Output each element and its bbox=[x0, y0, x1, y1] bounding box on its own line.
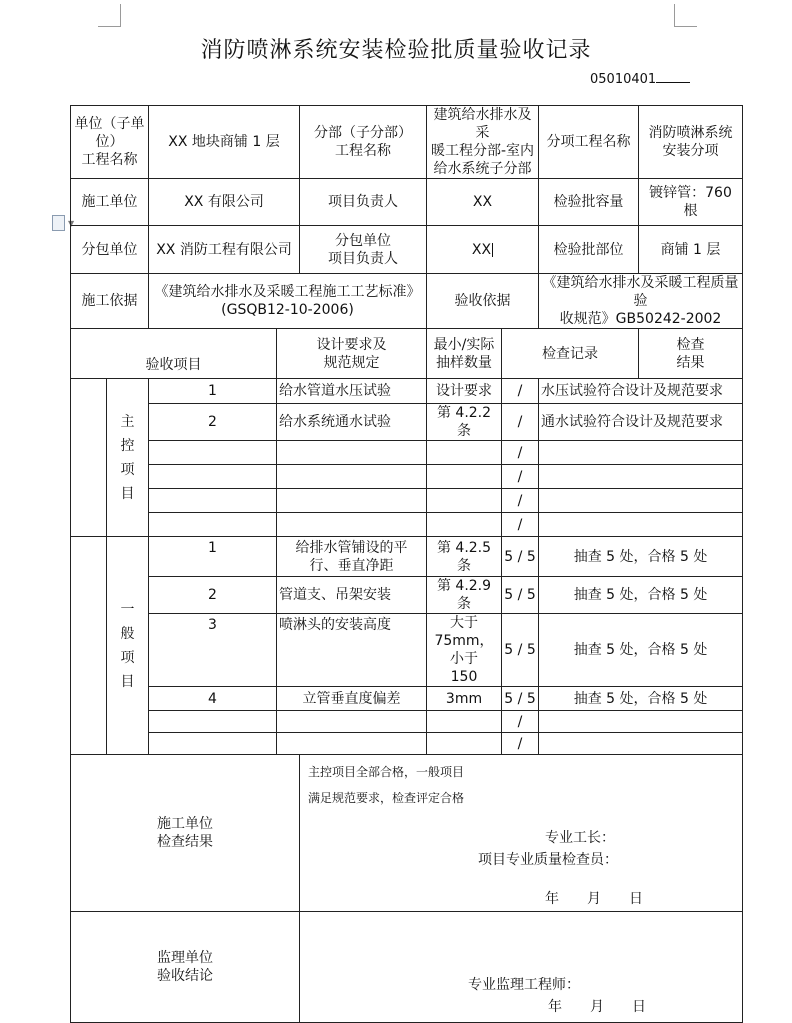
main-item-row bbox=[71, 441, 743, 465]
basis-value: 《建筑给水排水及采暖工程施工工艺标准》 (GSQB12-10-2006) bbox=[149, 274, 427, 329]
record-code-blank bbox=[656, 71, 690, 83]
general-items-label-cell bbox=[71, 537, 107, 755]
supervisor-label: 监理单位 验收结论 bbox=[71, 912, 300, 1023]
general-item-row bbox=[71, 687, 743, 711]
main-item-design bbox=[427, 489, 502, 513]
main-item-design: 第 4.2.2 条 bbox=[427, 404, 502, 441]
main-items-label-cell bbox=[71, 379, 107, 537]
general-item-name: 立管垂直度偏差 bbox=[277, 687, 427, 711]
constructor-date: 年 月 日 bbox=[545, 891, 644, 907]
division-label: 分部（子分部） 工程名称 bbox=[300, 106, 427, 179]
record-code-number: 05010401 bbox=[590, 72, 657, 87]
constructor-label: 施工单位 bbox=[71, 179, 149, 226]
main-item-name: 给水管道水压试验 bbox=[277, 379, 427, 404]
general-item-sample: 5 / 5 bbox=[502, 577, 539, 614]
general-item-design bbox=[427, 711, 502, 733]
general-item-record: 抽查 5 处，合格 5 处 bbox=[539, 577, 743, 614]
sub-pm-label: 分包单位 项目负责人 bbox=[300, 226, 427, 274]
main-item-sample: / bbox=[502, 404, 539, 441]
unit-label: 单位（子单位） 工程名称 bbox=[71, 106, 149, 179]
general-item-record bbox=[539, 733, 743, 755]
sub-pm-cell[interactable] bbox=[427, 226, 539, 274]
general-item-no: 1 bbox=[149, 537, 277, 577]
main-item-record bbox=[539, 441, 743, 465]
supervisor-engineer-label: 专业监理工程师： bbox=[468, 977, 581, 993]
general-item-name bbox=[277, 711, 427, 733]
general-item-no bbox=[149, 733, 277, 755]
text-cursor bbox=[492, 243, 493, 257]
general-item-design bbox=[427, 733, 502, 755]
general-item-record bbox=[539, 711, 743, 733]
foreman-label: 专业工长： bbox=[545, 830, 616, 846]
dropdown-caret-icon: ▼ bbox=[68, 219, 75, 228]
division-value: 建筑给水排水及采 暖工程分部-室内 给水系统子分部 bbox=[427, 106, 539, 179]
general-item-name bbox=[277, 733, 427, 755]
main-item-no: 1 bbox=[149, 379, 277, 404]
column-header-row bbox=[71, 329, 743, 379]
main-item-design: 设计要求 bbox=[427, 379, 502, 404]
general-item-name: 给排水管铺设的平 行、垂直净距 bbox=[277, 537, 427, 577]
item-value: 消防喷淋系统 安装分项 bbox=[639, 106, 743, 179]
header-row-subcontractor bbox=[71, 226, 743, 274]
main-item-name bbox=[277, 489, 427, 513]
general-item-no: 2 bbox=[149, 577, 277, 614]
supervisor-row bbox=[71, 912, 743, 1023]
header-row-constructor bbox=[71, 179, 743, 226]
general-item-no bbox=[149, 711, 277, 733]
main-item-design bbox=[427, 513, 502, 537]
header-row-basis bbox=[71, 274, 743, 329]
general-item-design: 第 4.2.5 条 bbox=[427, 537, 502, 577]
general-items-label: 一 般 项 目 bbox=[107, 537, 149, 755]
general-item-no: 3 bbox=[149, 614, 277, 687]
general-item-sample: 5 / 5 bbox=[502, 614, 539, 687]
general-item-sample: 5 / 5 bbox=[502, 537, 539, 577]
general-item-sample: 5 / 5 bbox=[502, 687, 539, 711]
main-item-sample: / bbox=[502, 379, 539, 404]
main-item-sample: / bbox=[502, 465, 539, 489]
page-corner-mark-right bbox=[674, 4, 697, 27]
general-item-design: 3mm bbox=[427, 687, 502, 711]
general-item-name: 管道支、吊架安装 bbox=[277, 577, 427, 614]
supervisor-date: 年 月 日 bbox=[548, 999, 647, 1015]
supervisor-cell[interactable] bbox=[300, 912, 743, 1023]
general-item-record: 抽查 5 处，合格 5 处 bbox=[539, 614, 743, 687]
accept-basis-value: 《建筑给水排水及采暖工程质量验 收规范》GB50242-2002 bbox=[539, 274, 743, 329]
document-title: 消防喷淋系统安装检验批质量验收记录 bbox=[200, 38, 592, 63]
item-label: 分项工程名称 bbox=[539, 106, 639, 179]
general-item-no: 4 bbox=[149, 687, 277, 711]
main-item-sample: / bbox=[502, 489, 539, 513]
main-item-row bbox=[71, 465, 743, 489]
main-item-record: 通水试验符合设计及规范要求 bbox=[539, 404, 743, 441]
col-sample-header: 最小/实际 抽样数量 bbox=[427, 329, 502, 379]
constructor-check-cell[interactable] bbox=[300, 755, 743, 912]
pm-label: 项目负责人 bbox=[300, 179, 427, 226]
sub-pm-value: XX bbox=[471, 241, 492, 258]
general-item-row bbox=[71, 733, 743, 755]
main-item-row bbox=[71, 379, 743, 404]
general-item-name: 喷淋头的安装高度 bbox=[277, 614, 427, 687]
capacity-value: 镀锌管：760 根 bbox=[639, 179, 743, 226]
basis-label: 施工依据 bbox=[71, 274, 149, 329]
main-item-no bbox=[149, 489, 277, 513]
constructor-value: XX 有限公司 bbox=[149, 179, 300, 226]
constructor-check-row bbox=[71, 755, 743, 912]
general-item-record: 抽查 5 处，合格 5 处 bbox=[539, 687, 743, 711]
main-items-label: 主 控 项 目 bbox=[107, 379, 149, 537]
unit-value: XX 地块商铺 1 层 bbox=[149, 106, 300, 179]
main-item-sample: / bbox=[502, 513, 539, 537]
general-item-row bbox=[71, 711, 743, 733]
main-item-record bbox=[539, 513, 743, 537]
main-item-no bbox=[149, 465, 277, 489]
main-item-row bbox=[71, 489, 743, 513]
general-item-record: 抽查 5 处，合格 5 处 bbox=[539, 537, 743, 577]
page-corner-mark-left bbox=[98, 4, 121, 27]
main-item-row bbox=[71, 513, 743, 537]
header-row-unit bbox=[71, 106, 743, 179]
col-record-header: 检查记录 bbox=[502, 329, 639, 379]
main-item-name bbox=[277, 465, 427, 489]
main-item-no: 2 bbox=[149, 404, 277, 441]
main-item-record bbox=[539, 465, 743, 489]
general-item-design: 第 4.2.9 条 bbox=[427, 577, 502, 614]
capacity-label: 检验批容量 bbox=[539, 179, 639, 226]
main-item-name bbox=[277, 513, 427, 537]
main-item-design bbox=[427, 441, 502, 465]
general-item-row bbox=[71, 577, 743, 614]
pm-value: XX bbox=[427, 179, 539, 226]
document-icon bbox=[52, 215, 65, 231]
part-label: 检验批部位 bbox=[539, 226, 639, 274]
constructor-check-line2: 满足规范要求，检查评定合格 bbox=[308, 791, 465, 805]
col-item-header: 验收项目 bbox=[71, 329, 277, 379]
main-item-record: 水压试验符合设计及规范要求 bbox=[539, 379, 743, 404]
main-item-design bbox=[427, 465, 502, 489]
constructor-check-label: 施工单位 检查结果 bbox=[71, 755, 300, 912]
accept-basis-label: 验收依据 bbox=[427, 274, 539, 329]
general-item-row bbox=[71, 537, 743, 577]
general-item-row bbox=[71, 614, 743, 687]
inspector-label: 项目专业质量检查员： bbox=[478, 852, 619, 868]
general-item-sample: / bbox=[502, 733, 539, 755]
sub-label: 分包单位 bbox=[71, 226, 149, 274]
general-item-design: 大于 75mm，小于 150 bbox=[427, 614, 502, 687]
record-table bbox=[70, 105, 743, 1023]
sub-value: XX 消防工程有限公司 bbox=[149, 226, 300, 274]
main-item-row bbox=[71, 404, 743, 441]
main-item-no bbox=[149, 513, 277, 537]
main-item-name bbox=[277, 441, 427, 465]
general-item-sample: / bbox=[502, 711, 539, 733]
constructor-check-line1: 主控项目全部合格，一般项目 bbox=[308, 765, 465, 779]
main-item-record bbox=[539, 489, 743, 513]
col-result-header: 检查 结果 bbox=[639, 329, 743, 379]
part-value: 商铺 1 层 bbox=[639, 226, 743, 274]
main-item-sample: / bbox=[502, 441, 539, 465]
col-design-header: 设计要求及 规范规定 bbox=[277, 329, 427, 379]
main-item-no bbox=[149, 441, 277, 465]
main-item-name: 给水系统通水试验 bbox=[277, 404, 427, 441]
record-code bbox=[590, 71, 690, 87]
